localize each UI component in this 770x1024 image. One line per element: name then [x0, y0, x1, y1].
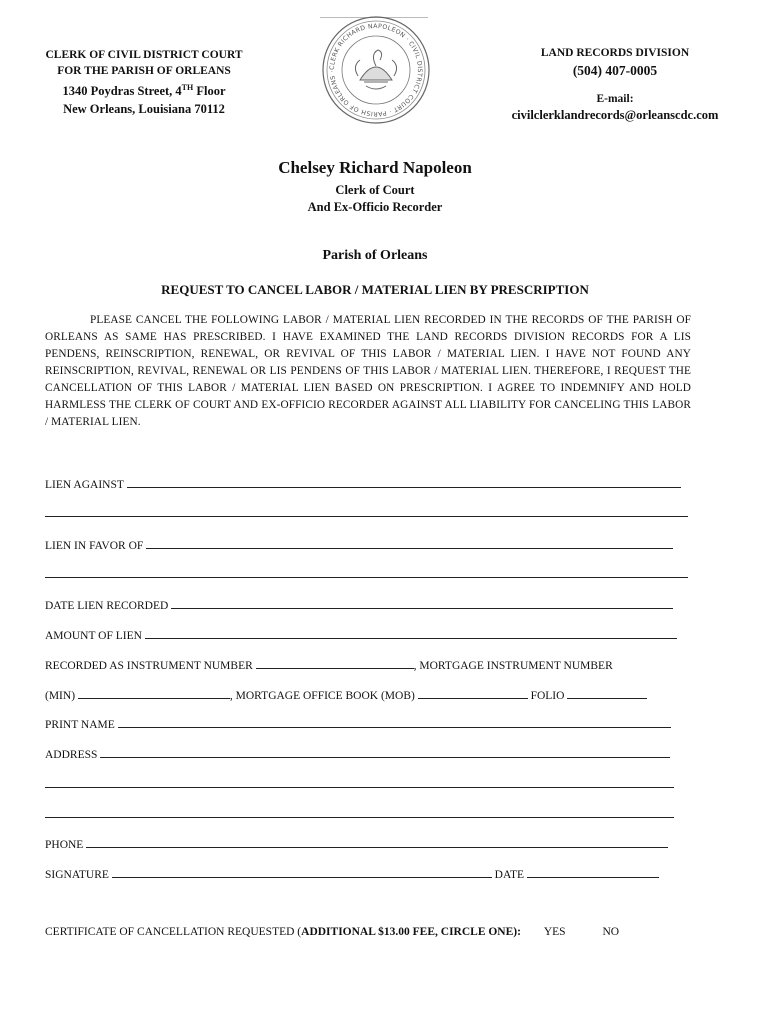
court-city: New Orleans, Louisiana 70112: [63, 102, 225, 117]
address-label: ADDRESS: [45, 749, 98, 761]
phone-line[interactable]: [86, 836, 668, 848]
court-street: [20, 79, 268, 100]
lien-in-favor-field[interactable]: [45, 537, 673, 553]
amount-line[interactable]: [145, 627, 677, 639]
certificate-request: [45, 926, 619, 938]
signature-field[interactable]: [45, 866, 659, 882]
certificate-no-option[interactable]: NO: [602, 926, 620, 938]
division-name: LAND RECORDS DIVISION: [540, 47, 690, 59]
division-email[interactable]: civilclerklandrecords@orleanscdc.com: [511, 108, 719, 122]
clerk-title-2: And Ex-Officio Recorder: [307, 200, 443, 214]
date-recorded-line[interactable]: [171, 597, 673, 609]
lien-against-line-2[interactable]: [45, 516, 688, 517]
min-label: (MIN): [45, 690, 76, 702]
certificate-fee-note: ADDITIONAL $13.00 FEE, CIRCLE ONE):: [301, 926, 521, 938]
folio-line[interactable]: [567, 687, 647, 699]
print-name-label: PRINT NAME: [45, 719, 115, 731]
svg-text:CLERK RICHARD NAPOLEON · CIVIL: [320, 14, 423, 117]
division-contact-block: [492, 45, 738, 123]
email-label: E-mail:: [596, 93, 634, 105]
certificate-label: CERTIFICATE OF CANCELLATION REQUESTED (: [45, 926, 302, 938]
instrument-number-field[interactable]: [45, 657, 613, 673]
date-line[interactable]: [527, 866, 659, 878]
signature-label: SIGNATURE: [45, 869, 109, 881]
division-phone: (504) 407-0005: [572, 63, 658, 78]
street-text: 1340 Poydras Street, 4: [62, 84, 182, 99]
date-recorded-field[interactable]: [45, 597, 673, 613]
clerk-title-1: Clerk of Court: [335, 183, 415, 197]
lien-in-favor-line-2[interactable]: [45, 577, 688, 578]
phone-field[interactable]: [45, 836, 668, 852]
address-line[interactable]: [100, 746, 670, 758]
seal-ring-text: CLERK RICHARD NAPOLEON · CIVIL DISTRICT COURT · PARISH OF ORLEANS ·: [328, 22, 424, 118]
signature-line[interactable]: [112, 866, 492, 878]
phone-label: PHONE: [45, 839, 84, 851]
address-line-3[interactable]: [45, 817, 674, 818]
instrument-number-label: RECORDED AS INSTRUMENT NUMBER: [45, 660, 253, 672]
address-line-2[interactable]: [45, 787, 674, 788]
address-field[interactable]: [45, 746, 670, 762]
parish-heading: Parish of Orleans: [322, 248, 428, 263]
mob-line[interactable]: [418, 687, 528, 699]
parish-seal-icon: [320, 14, 432, 126]
folio-label: FOLIO: [530, 690, 565, 702]
court-name-line2: FOR THE PARISH OF ORLEANS: [57, 65, 231, 77]
min-line[interactable]: [78, 687, 230, 699]
form-title: REQUEST TO CANCEL LABOR / MATERIAL LIEN BY PRESCRIPTION: [161, 282, 589, 297]
mob-label: , MORTGAGE OFFICE BOOK (MOB): [229, 690, 415, 702]
lien-in-favor-label: LIEN IN FAVOR OF: [45, 540, 144, 552]
lien-against-label: LIEN AGAINST: [45, 479, 124, 491]
min-mob-folio-field[interactable]: [45, 687, 647, 703]
print-name-field[interactable]: [45, 716, 671, 732]
court-address-block: [20, 47, 268, 118]
lien-against-field[interactable]: [45, 476, 681, 492]
floor-text: Floor: [193, 84, 226, 99]
certificate-yes-option[interactable]: YES: [543, 926, 566, 938]
request-statement: PLEASE CANCEL THE FOLLOWING LABOR / MATERIAL LIEN RECORDED IN THE RECORDS OF THE PARISH OF ORLEANS AS SAME HAS PRESCRIBED. I HAVE EXAMINED THE LAND RECORDS DIVISION RECORDS FOR A LIS PENDENS, REINSCRIPTION, RENEWAL, OR REVIVAL OF THIS LABOR / MATERIAL LIEN. I HAVE NOT FOUND ANY REINSCRIPTION, REVIVAL, RENEWAL OR LIS PENDENS OF THIS LABOR / MATERIAL LIEN. THEREFORE, I REQUEST THE CANCELLATION OF THIS LABOR / MATERIAL LIEN BASED ON PRESCRIPTION. I AGREE TO INDEMNIFY AND HOLD HARMLESS THE CLERK OF COURT AND EX-OFFICIO RECORDER AGAINST ALL LIABILITY FOR CANCELING THIS LABOR / MATERIAL LIEN.: [45, 314, 691, 428]
amount-label: AMOUNT OF LIEN: [45, 630, 142, 642]
date-label: DATE: [494, 869, 525, 881]
lien-in-favor-line[interactable]: [146, 537, 673, 549]
mortgage-instrument-label: , MORTGAGE INSTRUMENT NUMBER: [413, 660, 613, 672]
print-name-line[interactable]: [118, 716, 671, 728]
clerk-name: Chelsey Richard Napoleon: [278, 158, 472, 177]
amount-field[interactable]: [45, 627, 677, 643]
court-name-line1: CLERK OF CIVIL DISTRICT COURT: [45, 49, 243, 61]
instrument-number-line[interactable]: [256, 657, 414, 669]
floor-superscript: TH: [181, 83, 194, 92]
lien-against-line[interactable]: [127, 476, 681, 488]
date-recorded-label: DATE LIEN RECORDED: [45, 600, 169, 612]
